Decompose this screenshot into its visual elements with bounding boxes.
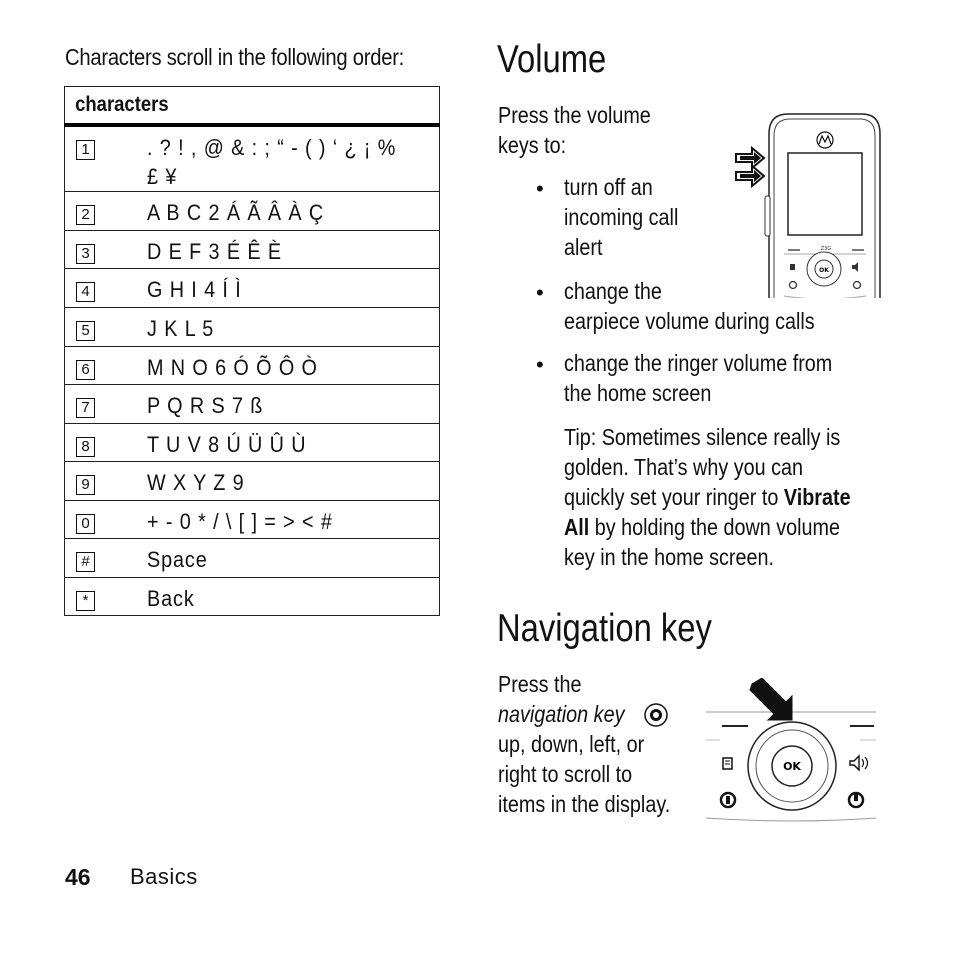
table-row xyxy=(65,192,440,231)
characters-value: P Q R S 7 ß xyxy=(147,393,264,418)
characters-cell xyxy=(137,192,440,231)
bullet-ringer xyxy=(564,348,832,408)
tip-line2: golden. That’s why you can xyxy=(564,454,803,480)
bullet-dot: • xyxy=(536,352,544,377)
ok-label: OK xyxy=(819,267,829,274)
key-label: 2 xyxy=(76,205,95,225)
characters-value: Space xyxy=(147,547,208,572)
characters-value: W X Y Z 9 xyxy=(147,470,245,495)
table-row xyxy=(65,308,440,347)
key-cell xyxy=(65,578,138,616)
nav-line5: items in the display. xyxy=(498,791,671,817)
characters-cell xyxy=(137,501,440,539)
navigation-paragraph xyxy=(498,669,670,819)
characters-value: T U V 8 Ú Ü Û Ù xyxy=(147,432,307,457)
ok-label: OK xyxy=(783,760,801,773)
key-label: 4 xyxy=(76,282,95,302)
key-cell xyxy=(65,269,138,308)
phone-illustration xyxy=(730,112,882,298)
speaker-icon xyxy=(850,756,868,770)
tip-line1: Tip: Sometimes silence really is xyxy=(564,424,841,450)
characters-cell xyxy=(137,347,440,385)
table-row xyxy=(65,578,440,616)
bullet1-line1: turn off an xyxy=(564,174,653,200)
characters-cell xyxy=(137,231,440,269)
characters-value: + - 0 * / \ [ ] = > < # xyxy=(147,509,333,534)
tip-line4 xyxy=(564,512,851,542)
characters-value: A B C 2 Á Ã Â À Ç xyxy=(147,200,325,225)
characters-value: M N O 6 Ó Õ Ô Ò xyxy=(147,355,318,380)
bullet3-line1: change the ringer volume from xyxy=(564,350,833,376)
key-cell xyxy=(65,385,138,424)
tip-text: quickly set your ringer to xyxy=(564,484,784,510)
table-row xyxy=(65,462,440,501)
characters-cell xyxy=(137,462,440,501)
vibrate-label: Vibrate xyxy=(783,484,851,510)
key-cell xyxy=(65,501,138,539)
table-row xyxy=(65,501,440,539)
characters-table xyxy=(64,86,440,616)
key-cell xyxy=(65,308,138,347)
characters-cell xyxy=(137,578,440,616)
bullet-dot: • xyxy=(536,280,544,305)
volume-heading: Volume xyxy=(497,38,607,81)
key-label: 9 xyxy=(76,475,95,495)
characters-value: G H I 4 Í Ì xyxy=(147,277,242,302)
page-number: 46 xyxy=(65,864,91,890)
table-row xyxy=(65,539,440,578)
arrow-right-icon xyxy=(736,166,764,186)
motorola-logo-icon xyxy=(817,132,833,148)
table-header: characters xyxy=(65,87,395,126)
bullet2-line1: change the xyxy=(564,278,662,304)
key-cell xyxy=(65,424,138,462)
key-label: 3 xyxy=(76,244,95,264)
characters-value: J K L 5 xyxy=(147,316,215,341)
table-row xyxy=(65,424,440,462)
intro-text: Characters scroll in the following order: xyxy=(65,44,405,70)
menu-icon xyxy=(723,758,732,769)
table-body xyxy=(65,125,440,616)
key-cell xyxy=(65,347,138,385)
end-call-icon xyxy=(849,793,863,807)
navigation-key-icon xyxy=(642,701,670,729)
key-label: 5 xyxy=(76,321,95,341)
table-row xyxy=(65,125,440,192)
table-row xyxy=(65,385,440,424)
nav-line3: up, down, left, or xyxy=(498,731,645,757)
nav-line4: right to scroll to xyxy=(498,761,633,787)
characters-cell xyxy=(137,539,440,578)
bullet-turn-off xyxy=(564,172,678,262)
volume-intro xyxy=(498,100,651,160)
key-label: 6 xyxy=(76,360,95,380)
bullet1-line2: incoming call xyxy=(564,204,679,230)
key-label: 8 xyxy=(76,437,95,457)
characters-value: D E F 3 É Ê È xyxy=(147,239,282,264)
nav-line1: Press the xyxy=(498,671,582,697)
bullet1-line3: alert xyxy=(564,234,603,260)
characters-cell xyxy=(137,385,440,424)
navigation-illustration xyxy=(700,678,882,826)
arrow-right-icon xyxy=(750,678,792,720)
characters-value: . ? ! , @ & : ; “ - ( ) ‘ ¿ ¡ % £ ¥ xyxy=(147,135,397,189)
key-label: 1 xyxy=(76,140,95,160)
key-cell xyxy=(65,231,138,269)
section-label: Basics xyxy=(130,864,198,889)
all-label: All xyxy=(564,514,590,540)
characters-value: Back xyxy=(147,586,195,611)
key-cell xyxy=(65,539,138,578)
tip-line5: key in the home screen. xyxy=(564,544,775,570)
volume-intro-line2: keys to: xyxy=(498,132,567,158)
bullet-dot: • xyxy=(536,176,544,201)
tip-line3 xyxy=(564,482,851,512)
navigation-heading: Navigation key xyxy=(497,607,712,650)
characters-cell xyxy=(137,424,440,462)
key-cell xyxy=(65,462,138,501)
key-label: # xyxy=(76,552,95,572)
characters-cell xyxy=(137,269,440,308)
characters-cell xyxy=(137,308,440,347)
tip-paragraph xyxy=(564,422,851,572)
tip-text: by holding the down volume xyxy=(589,514,840,540)
bullet3-line2: the home screen xyxy=(564,380,712,406)
svg-text:Z3G: Z3G xyxy=(820,246,832,252)
key-label: 0 xyxy=(76,514,95,534)
navigation-key-label: navigation key xyxy=(498,701,625,727)
key-label: 7 xyxy=(76,398,95,418)
table-row xyxy=(65,347,440,385)
key-cell xyxy=(65,125,138,192)
key-label: * xyxy=(76,591,95,611)
characters-cell xyxy=(137,125,440,192)
call-icon xyxy=(721,793,735,807)
volume-intro-line1: Press the volume xyxy=(498,102,651,128)
key-cell xyxy=(65,192,138,231)
menu-icon xyxy=(790,264,795,270)
table-row xyxy=(65,231,440,269)
arrow-right-icon xyxy=(736,148,764,168)
bullet2-line2: earpiece volume during calls xyxy=(564,308,815,334)
table-row xyxy=(65,269,440,308)
